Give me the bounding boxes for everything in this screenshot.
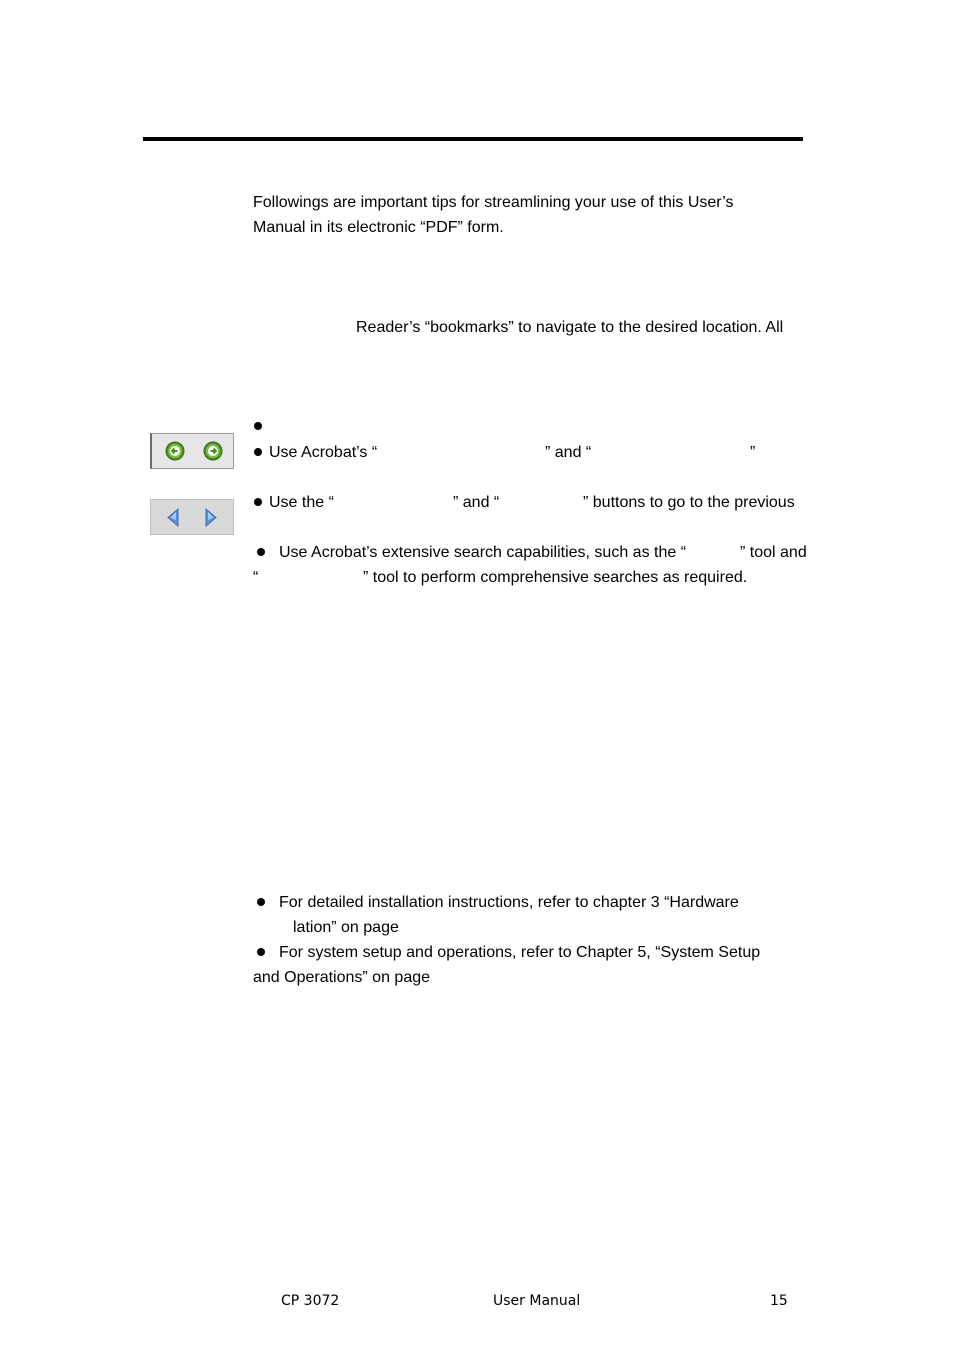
tip-3-line-2-open: “: [253, 569, 259, 586]
navigation-toolbar-blue: [150, 499, 234, 535]
ref-1-bullet: [257, 898, 265, 906]
header-rule: [143, 137, 803, 141]
footer-page-number: 15: [770, 1293, 788, 1309]
ref-2-line-1: For system setup and operations, refer to Chapter 5, “System Setup: [279, 944, 761, 961]
tip-2-bullet: [254, 498, 262, 506]
tip-2-text-c: ” buttons to go to the previous: [583, 494, 795, 511]
previous-page-icon[interactable]: [168, 509, 178, 526]
tip-1-text-c: ”: [750, 444, 756, 461]
tip-3-line-1: Use Acrobat’s extensive search capabilities, such as the “: [279, 544, 687, 561]
next-page-icon[interactable]: [206, 509, 216, 526]
tip-1-text-a: Use Acrobat’s “: [269, 444, 378, 461]
footer-doc-title: User Manual: [493, 1293, 581, 1309]
tip-3-line-2: ” tool to perform comprehensive searches as required.: [363, 569, 748, 586]
intro-line-2: Manual in its electronic “PDF” form.: [253, 219, 504, 236]
bookmarks-note: Reader’s “bookmarks” to navigate to the desired location. All: [356, 319, 784, 336]
footer-model: CP 3072: [281, 1293, 340, 1309]
go-forward-icon[interactable]: [204, 442, 222, 460]
tip-2-text-b: ” and “: [453, 494, 500, 511]
empty-bullet: [254, 422, 262, 430]
tip-1-bullet: [254, 448, 262, 456]
ref-1-line-1: For detailed installation instructions, refer to chapter 3 “Hardware: [279, 894, 739, 911]
ref-2-bullet: [257, 948, 265, 956]
intro-line-1: Followings are important tips for streamlining your use of this User’s: [253, 194, 734, 211]
ref-2-line-2: and Operations” on page: [253, 969, 431, 986]
navigation-toolbar-green: [150, 433, 234, 469]
tip-3-line-1-end: ” tool and: [740, 544, 807, 561]
tip-3-bullet: [257, 548, 265, 556]
go-back-icon[interactable]: [166, 442, 184, 460]
tip-2-text-a: Use the “: [269, 494, 334, 511]
ref-1-line-2: lation” on page: [293, 919, 399, 936]
tip-1-text-b: ” and “: [545, 444, 592, 461]
